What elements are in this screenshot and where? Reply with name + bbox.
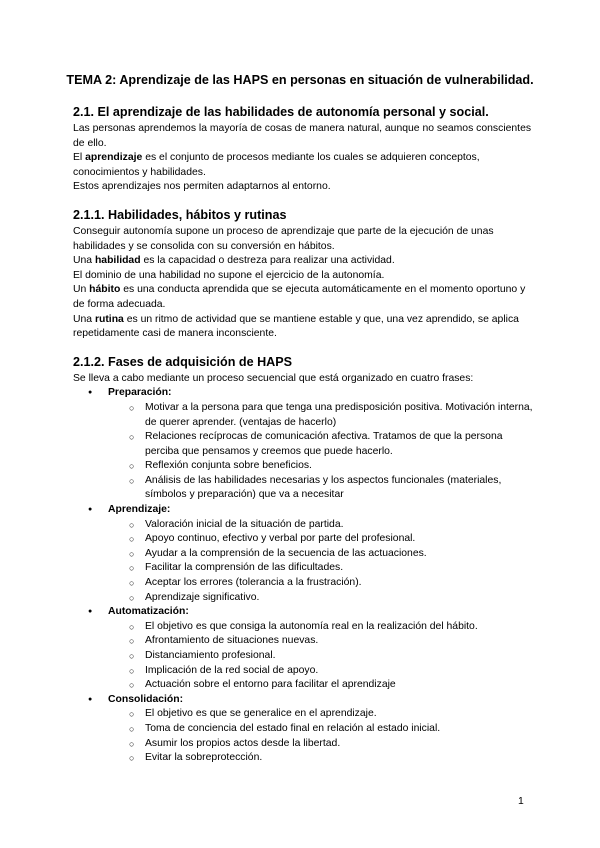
paragraph: Una habilidad es la capacidad o destreza para realizar una actividad. — [73, 255, 395, 267]
bold-term: habilidad — [94, 255, 141, 267]
phase-sublist — [108, 401, 533, 503]
phase-item — [73, 605, 533, 693]
section-2-1-1 — [73, 207, 533, 342]
bold-term: rutina — [94, 313, 124, 325]
section-heading: 2.1.1. Habilidades, hábitos y rutinas — [73, 207, 287, 222]
list-item: ○ Motivar a la persona para que tenga una predisposición positiva. Motivación interna, de querer aprender. (ventajas de hacerlo) — [108, 401, 533, 430]
phase-item — [73, 693, 533, 766]
paragraph: Conseguir autonomía supone un proceso de aprendizaje que parte de la ejecución de unas habilidades y se consolida con su conversión en hábitos. — [73, 225, 494, 252]
bold-term: hábito — [89, 284, 121, 296]
list-item: ○ El objetivo es que consiga la autonomía real en la realización del hábito. — [108, 620, 533, 635]
list-item: ○ Facilitar la comprensión de las dificultades. — [108, 561, 533, 576]
list-item: ○ Toma de conciencia del estado final en relación al estado inicial. — [108, 722, 533, 737]
phase-label: Preparación: — [108, 387, 172, 399]
paragraph: Se lleva a cabo mediante un proceso secuencial que está organizado en cuatro frases: — [73, 372, 474, 384]
phase-sublist — [108, 620, 533, 693]
section-2-1 — [73, 104, 533, 195]
paragraph: El dominio de una habilidad no supone el ejercicio de la autonomía. — [73, 269, 385, 281]
paragraph: El aprendizaje es el conjunto de procesos mediante los cuales se adquieren conceptos, conocimientos y habilidades. — [73, 152, 480, 178]
list-item: ○ Actuación sobre el entorno para facilitar el aprendizaje — [108, 678, 533, 693]
list-item: ○ Afrontamiento de situaciones nuevas. — [108, 634, 533, 649]
list-item: ○ Análisis de las habilidades necesarias y los aspectos funcionales (materiales, símbolos y preparación) que va a necesitar — [108, 474, 533, 503]
phase-label: Aprendizaje: — [108, 504, 171, 516]
paragraph: Una rutina es un ritmo de actividad que se mantiene estable y que, una vez aprendido, se aplica repetidamente casi de manera inconsciente. — [73, 313, 519, 340]
phase-label: Automatización: — [108, 606, 189, 618]
list-item: ○ Reflexión conjunta sobre beneficios. — [108, 459, 533, 474]
list-item: ○ Distanciamiento profesional. — [108, 649, 533, 664]
paragraph: Las personas aprendemos la mayoría de cosas de manera natural, aunque no seamos conscientes de ello. — [73, 123, 532, 149]
list-item: ○ Implicación de la red social de apoyo. — [108, 664, 533, 679]
phase-item — [73, 503, 533, 605]
phase-label: Consolidación: — [108, 693, 184, 705]
phase-sublist — [108, 707, 533, 765]
document-body — [73, 104, 533, 766]
list-item: ○ Relaciones recíprocas de comunicación afectiva. Tratamos de que la persona perciba que pensamos y creemos que puede hacerlo. — [108, 430, 533, 459]
document-title: TEMA 2: Aprendizaje de las HAPS en personas en situación de vulnerabilidad. — [66, 73, 534, 87]
phase-item — [73, 386, 533, 503]
list-item: ○ Apoyo continuo, efectivo y verbal por parte del profesional. — [108, 532, 533, 547]
phase-list — [73, 386, 533, 765]
section-2-1-2 — [73, 354, 533, 766]
section-heading: 2.1.2. Fases de adquisición de HAPS — [73, 354, 293, 369]
list-item: ○ Evitar la sobreprotección. — [108, 751, 533, 766]
paragraph: Un hábito es una conducta aprendida que se ejecuta automáticamente en el momento oportuno y de forma adecuada. — [73, 284, 526, 310]
list-item: ○ Aprendizaje significativo. — [108, 591, 533, 606]
page-number: 1 — [518, 796, 524, 807]
list-item: ○ Ayudar a la comprensión de la secuencia de las actuaciones. — [108, 547, 533, 562]
list-item: ○ Aceptar los errores (tolerancia a la frustración). — [108, 576, 533, 591]
list-item: ○ El objetivo es que se generalice en el aprendizaje. — [108, 707, 533, 722]
list-item: ○ Asumir los propios actos desde la libertad. — [108, 737, 533, 752]
list-item: ○ Valoración inicial de la situación de partida. — [108, 518, 533, 533]
bold-term: aprendizaje — [85, 152, 143, 164]
phase-sublist — [108, 518, 533, 606]
section-heading: 2.1. El aprendizaje de las habilidades de autonomía personal y social. — [73, 105, 489, 119]
paragraph: Estos aprendizajes nos permiten adaptarnos al entorno. — [73, 181, 331, 193]
